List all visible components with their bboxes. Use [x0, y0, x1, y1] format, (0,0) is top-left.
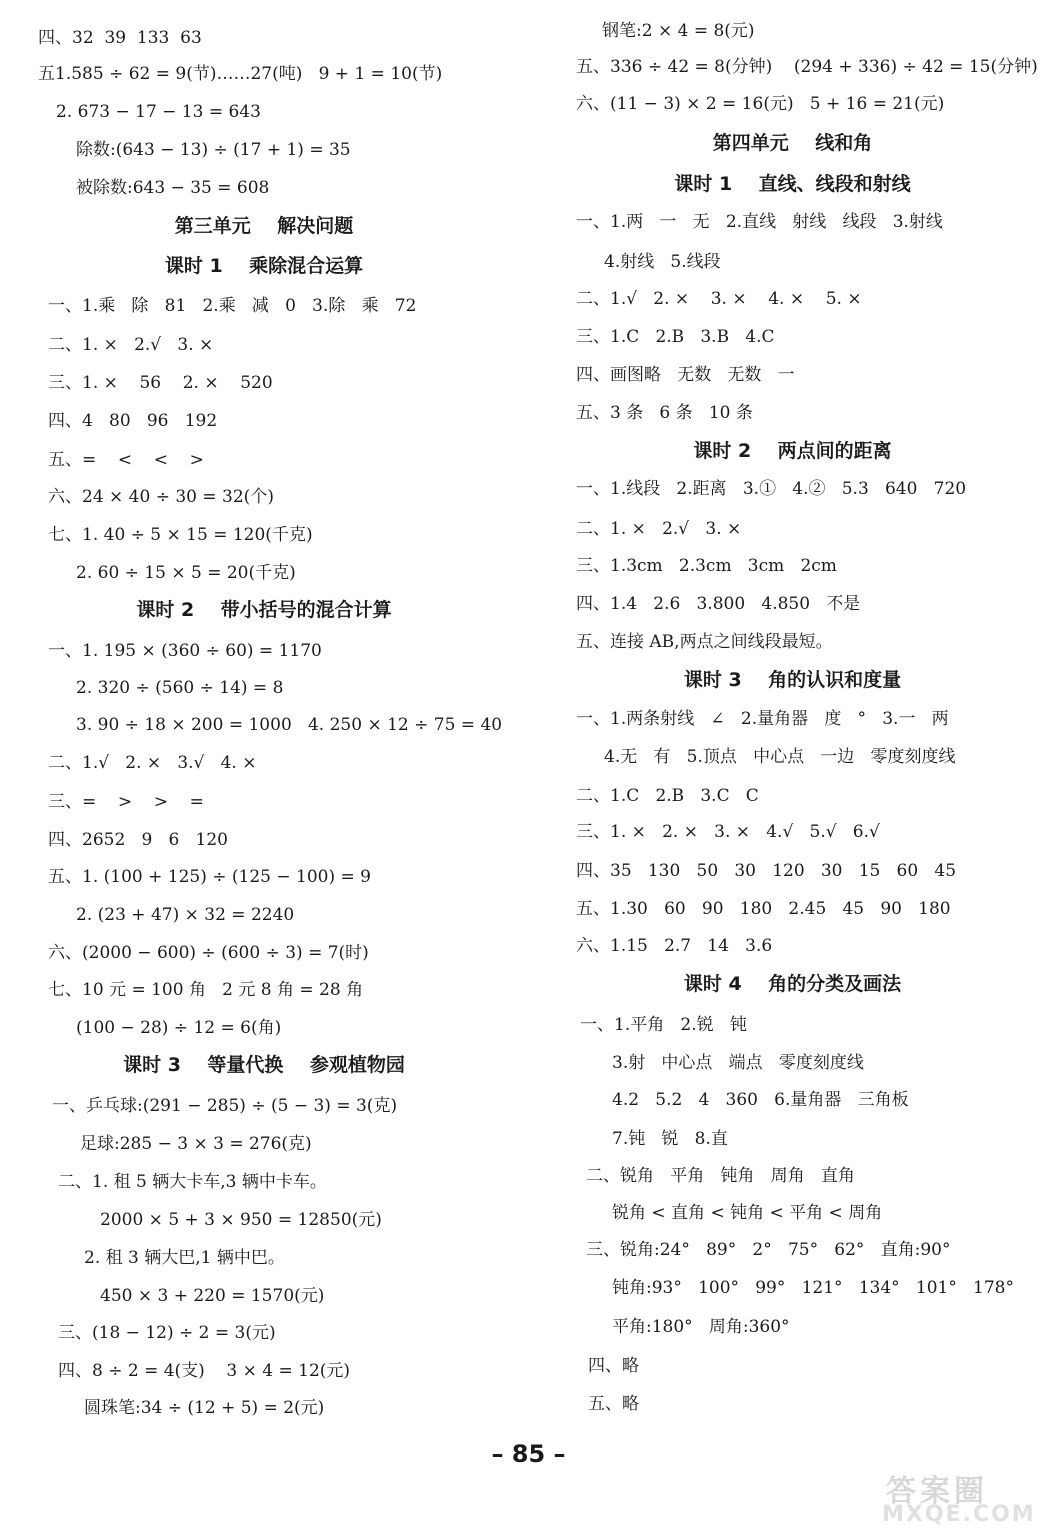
answer-line: 五、= < < >	[48, 450, 204, 470]
answer-line: 4.射线 5.线段	[604, 252, 721, 272]
answer-line: 四、略	[588, 1356, 639, 1376]
watermark-top-text: 答案圈	[886, 1474, 988, 1509]
answer-line: 二、1.√ 2. × 3. × 4. × 5. ×	[576, 289, 862, 309]
answer-line: 四、1.4 2.6 3.800 4.850 不是	[576, 594, 861, 614]
answer-line: 四、画图略 无数 无数 一	[576, 365, 795, 385]
answer-line: 2000 × 5 + 3 × 950 = 12850(元)	[100, 1210, 382, 1230]
answer-line: 足球:285 − 3 × 3 = 276(克)	[80, 1134, 312, 1154]
answer-line: 四、4 80 96 192	[48, 411, 218, 431]
answer-line: 7.钝 锐 8.直	[612, 1129, 728, 1149]
answer-line: 3.射 中心点 端点 零度刻度线	[612, 1053, 864, 1073]
lesson-heading: 课时 3 角的认识和度量	[683, 669, 902, 691]
answer-line: 五、1. (100 + 125) ÷ (125 − 100) = 9	[48, 867, 371, 887]
answer-line: 一、1. 195 × (360 ÷ 60) = 1170	[48, 641, 322, 661]
answer-line: 2. 60 ÷ 15 × 5 = 20(千克)	[76, 563, 296, 583]
answer-line: 六、24 × 40 ÷ 30 = 32(个)	[48, 487, 274, 507]
watermark-bottom-text: MXQE.COM	[882, 1502, 1036, 1527]
answer-line: 钢笔:2 × 4 = 8(元)	[602, 21, 755, 41]
answer-line: 七、10 元 = 100 角 2 元 8 角 = 28 角	[48, 980, 364, 1000]
answer-line: 六、1.15 2.7 14 3.6	[576, 936, 773, 956]
answer-line: 三、1. × 56 2. × 520	[48, 373, 273, 393]
answer-line: 二、1. 租 5 辆大卡车,3 辆中卡车。	[58, 1172, 327, 1192]
answer-line: 四、35 130 50 30 120 30 15 60 45	[576, 861, 957, 881]
answer-line: 二、锐角 平角 钝角 周角 直角	[586, 1166, 855, 1186]
answer-line: 一、1.平角 2.锐 钝	[580, 1015, 747, 1035]
answer-line: 七、1. 40 ÷ 5 × 15 = 120(千克)	[48, 525, 313, 545]
lesson-heading: 课时 3 等量代换 参观植物园	[123, 1054, 405, 1076]
answer-line: 三、1.3cm 2.3cm 3cm 2cm	[576, 556, 837, 576]
answer-line: 六、(11 − 3) × 2 = 16(元) 5 + 16 = 21(元)	[576, 94, 945, 114]
answer-line: 三、锐角:24° 89° 2° 75° 62° 直角:90°	[586, 1240, 951, 1260]
unit-heading: 第三单元 解决问题	[174, 215, 354, 237]
answer-line: 六、(2000 − 600) ÷ (600 ÷ 3) = 7(时)	[48, 943, 369, 963]
lesson-heading: 课时 1 乘除混合运算	[164, 255, 364, 277]
answer-line: 五1.585 ÷ 62 = 9(节)……27(吨) 9 + 1 = 10(节)	[38, 64, 443, 84]
answer-line: 被除数:643 − 35 = 608	[76, 178, 270, 198]
answer-line: 五、略	[588, 1394, 639, 1414]
answer-line: 3. 90 ÷ 18 × 200 = 1000 4. 250 × 12 ÷ 75 = 40	[76, 715, 503, 735]
answer-line: 一、1.两 一 无 2.直线 射线 线段 3.射线	[576, 212, 943, 232]
answer-line: 一、1.线段 2.距离 3.① 4.② 5.3 640 720	[576, 479, 967, 499]
answer-line: 二、1. × 2.√ 3. ×	[576, 519, 742, 539]
answer-line: 三、1.C 2.B 3.B 4.C	[576, 327, 775, 347]
answer-line: 4.无 有 5.顶点 中心点 一边 零度刻度线	[604, 747, 956, 767]
answer-line: 450 × 3 + 220 = 1570(元)	[100, 1286, 325, 1306]
answer-line: 锐角 < 直角 < 钝角 < 平角 < 周角	[612, 1203, 883, 1223]
answer-line: 二、1.C 2.B 3.C C	[576, 786, 759, 806]
lesson-heading: 课时 4 角的分类及画法	[683, 973, 902, 995]
watermark-logo	[878, 1466, 1048, 1528]
answer-line: 钝角:93° 100° 99° 121° 134° 101° 178°	[612, 1278, 1014, 1298]
answer-line: 四、2652 9 6 120	[48, 830, 228, 850]
answer-line: 4.2 5.2 4 360 6.量角器 三角板	[612, 1090, 909, 1110]
answer-line: 五、1.30 60 90 180 2.45 45 90 180	[576, 899, 951, 919]
answer-line: 二、1.√ 2. × 3.√ 4. ×	[48, 753, 257, 773]
answer-line: 三、= > > =	[48, 792, 204, 812]
page-number: – 85 –	[491, 1440, 566, 1468]
answer-line: 五、336 ÷ 42 = 8(分钟) (294 + 336) ÷ 42 = 15(分钟)	[576, 57, 1038, 77]
answer-line: 四、32 39 133 63	[38, 28, 202, 48]
answer-line: 2. 673 − 17 − 13 = 643	[56, 102, 261, 122]
lesson-heading: 课时 1 直线、线段和射线	[674, 173, 911, 195]
answer-line: 一、1.乘 除 81 2.乘 减 0 3.除 乘 72	[48, 296, 417, 316]
answer-line: 除数:(643 − 13) ÷ (17 + 1) = 35	[76, 140, 351, 160]
answer-line: 二、1. × 2.√ 3. ×	[48, 335, 214, 355]
unit-heading: 第四单元 线和角	[712, 132, 873, 154]
answer-line: 三、1. × 2. × 3. × 4.√ 5.√ 6.√	[576, 822, 880, 842]
lesson-heading: 课时 2 两点间的距离	[693, 440, 892, 462]
answer-line: 圆珠笔:34 ÷ (12 + 5) = 2(元)	[84, 1398, 325, 1418]
answer-line: 平角:180° 周角:360°	[612, 1317, 790, 1337]
answer-line: 三、(18 − 12) ÷ 2 = 3(元)	[58, 1323, 276, 1343]
answer-line: 一、1.两条射线 ∠ 2.量角器 度 ° 3.一 两	[576, 709, 949, 729]
answer-line: 2. (23 + 47) × 32 = 2240	[76, 905, 295, 925]
answer-line: 四、8 ÷ 2 = 4(支) 3 × 4 = 12(元)	[58, 1361, 351, 1381]
answer-line: (100 − 28) ÷ 12 = 6(角)	[76, 1018, 282, 1038]
answer-line: 2. 租 3 辆大巴,1 辆中巴。	[84, 1248, 285, 1268]
answer-line: 五、3 条 6 条 10 条	[576, 403, 753, 423]
answer-line: 五、连接 AB,两点之间线段最短。	[576, 632, 833, 652]
answer-line: 一、乒乓球:(291 − 285) ÷ (5 − 3) = 3(克)	[52, 1096, 398, 1116]
answer-line: 2. 320 ÷ (560 ÷ 14) = 8	[76, 678, 284, 698]
lesson-heading: 课时 2 带小括号的混合计算	[136, 599, 392, 621]
